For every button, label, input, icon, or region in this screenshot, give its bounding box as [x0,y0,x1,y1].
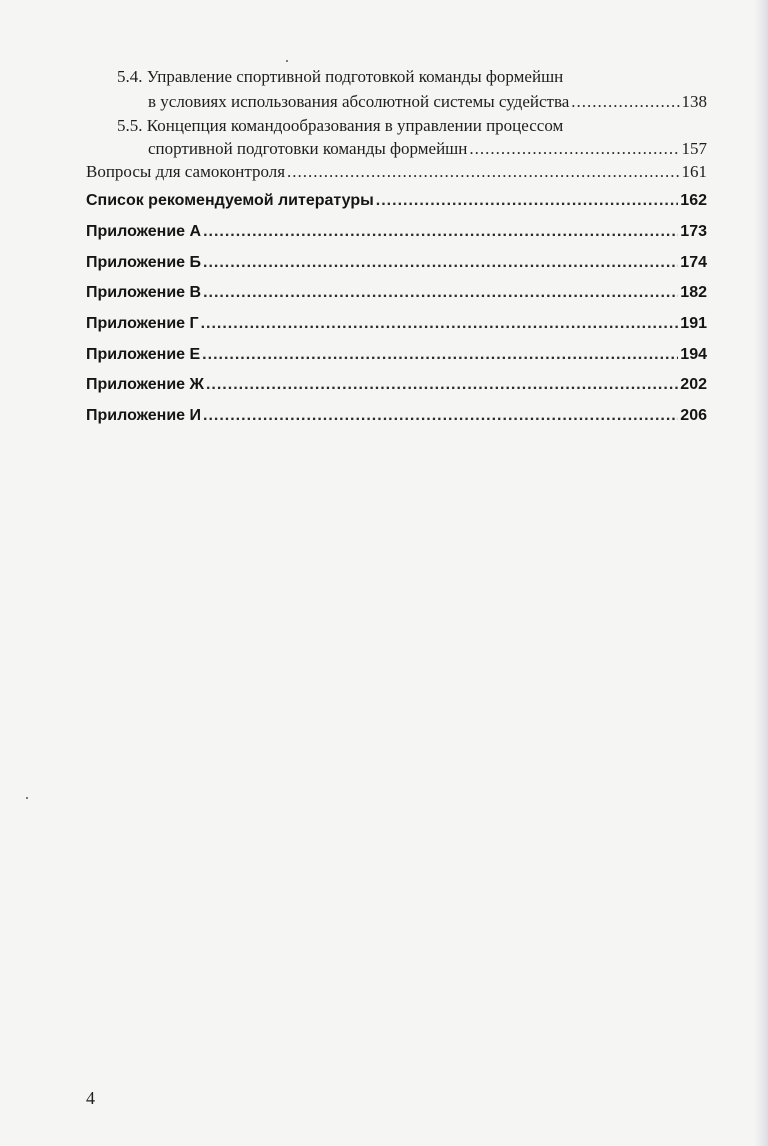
toc-entry-appendix-b[interactable] [86,254,707,272]
scan-speck [26,797,28,799]
toc-entry-questions-label: Вопросы для самоконтроля [86,162,286,181]
toc-entry-appendix-label: Приложение Е [86,346,201,363]
toc-entry-appendix-a[interactable] [86,223,707,241]
toc-leader-dots [206,376,678,394]
toc-entry-appendix-zh[interactable] [86,376,707,394]
toc-entry-5-5-second-line [148,139,707,159]
toc-entry-5-4-title-line2: в условиях использования абсолютной системы судейства [148,92,570,111]
toc-entry-5-5-page: 157 [681,139,707,158]
page-number: 4 [86,1088,95,1108]
toc-leader-dots [203,223,678,241]
toc-entry-appendix-page: 182 [680,284,707,301]
toc-entry-appendix-page: 202 [680,376,707,393]
toc-entry-5-5-number: 5.5. [117,116,143,135]
toc-leader-dots [571,92,679,112]
toc-entry-appendix-label: Приложение В [86,284,202,301]
toc-leader-dots [201,315,679,333]
toc-entry-5-4-second-line [148,92,707,112]
toc-entry-appendix-v[interactable] [86,284,707,302]
toc-leader-dots [203,284,678,302]
toc-leader-dots [202,346,678,364]
scan-speck [286,60,288,62]
toc-entry-appendix-label: Приложение Б [86,254,201,271]
toc-entry-5-5-first-line [117,116,563,136]
toc-entry-appendix-page: 191 [680,315,707,332]
toc-entry-appendix-i[interactable] [86,407,707,425]
toc-entry-appendix-page: 194 [680,346,707,363]
toc-entry-literature-label: Список рекомендуемой литературы [86,192,374,209]
toc-entry-5-4-number: 5.4. [117,67,143,86]
toc-leader-dots [287,162,679,182]
toc-entry-5-4-title-line1: Управление спортивной подготовкой команды формейшн [146,67,564,86]
toc-leader-dots [203,254,678,272]
toc-entry-questions-page: 161 [681,162,707,181]
toc-leader-dots [469,139,679,159]
toc-entry-appendix-label: Приложение А [86,223,202,240]
toc-entry-appendix-label: Приложение И [86,407,201,424]
toc-entry-literature[interactable] [86,192,707,210]
toc-entry-appendix-page: 174 [680,254,707,271]
toc-entry-5-4-first-line [117,67,563,87]
toc-entry-5-5-title-line2: спортивной подготовки команды формейшн [148,139,468,158]
toc-entry-appendix-e[interactable] [86,346,707,364]
toc-entry-literature-page: 162 [680,192,707,209]
toc-leader-dots [203,407,678,425]
toc-entry-appendix-label: Приложение Ж [86,376,204,393]
toc-entry-questions[interactable] [86,162,707,182]
toc-entry-appendix-g[interactable] [86,315,707,333]
page-edge-shadow [754,0,768,1146]
toc-entry-5-4-page: 138 [681,92,707,111]
toc-leader-dots [376,192,679,210]
toc-entry-5-5-title-line1: Концепция командообразования в управлении процессом [146,116,564,135]
toc-entry-appendix-page: 206 [680,407,707,424]
toc-entry-appendix-label: Приложение Г [86,315,199,332]
toc-entry-appendix-page: 173 [680,223,707,240]
